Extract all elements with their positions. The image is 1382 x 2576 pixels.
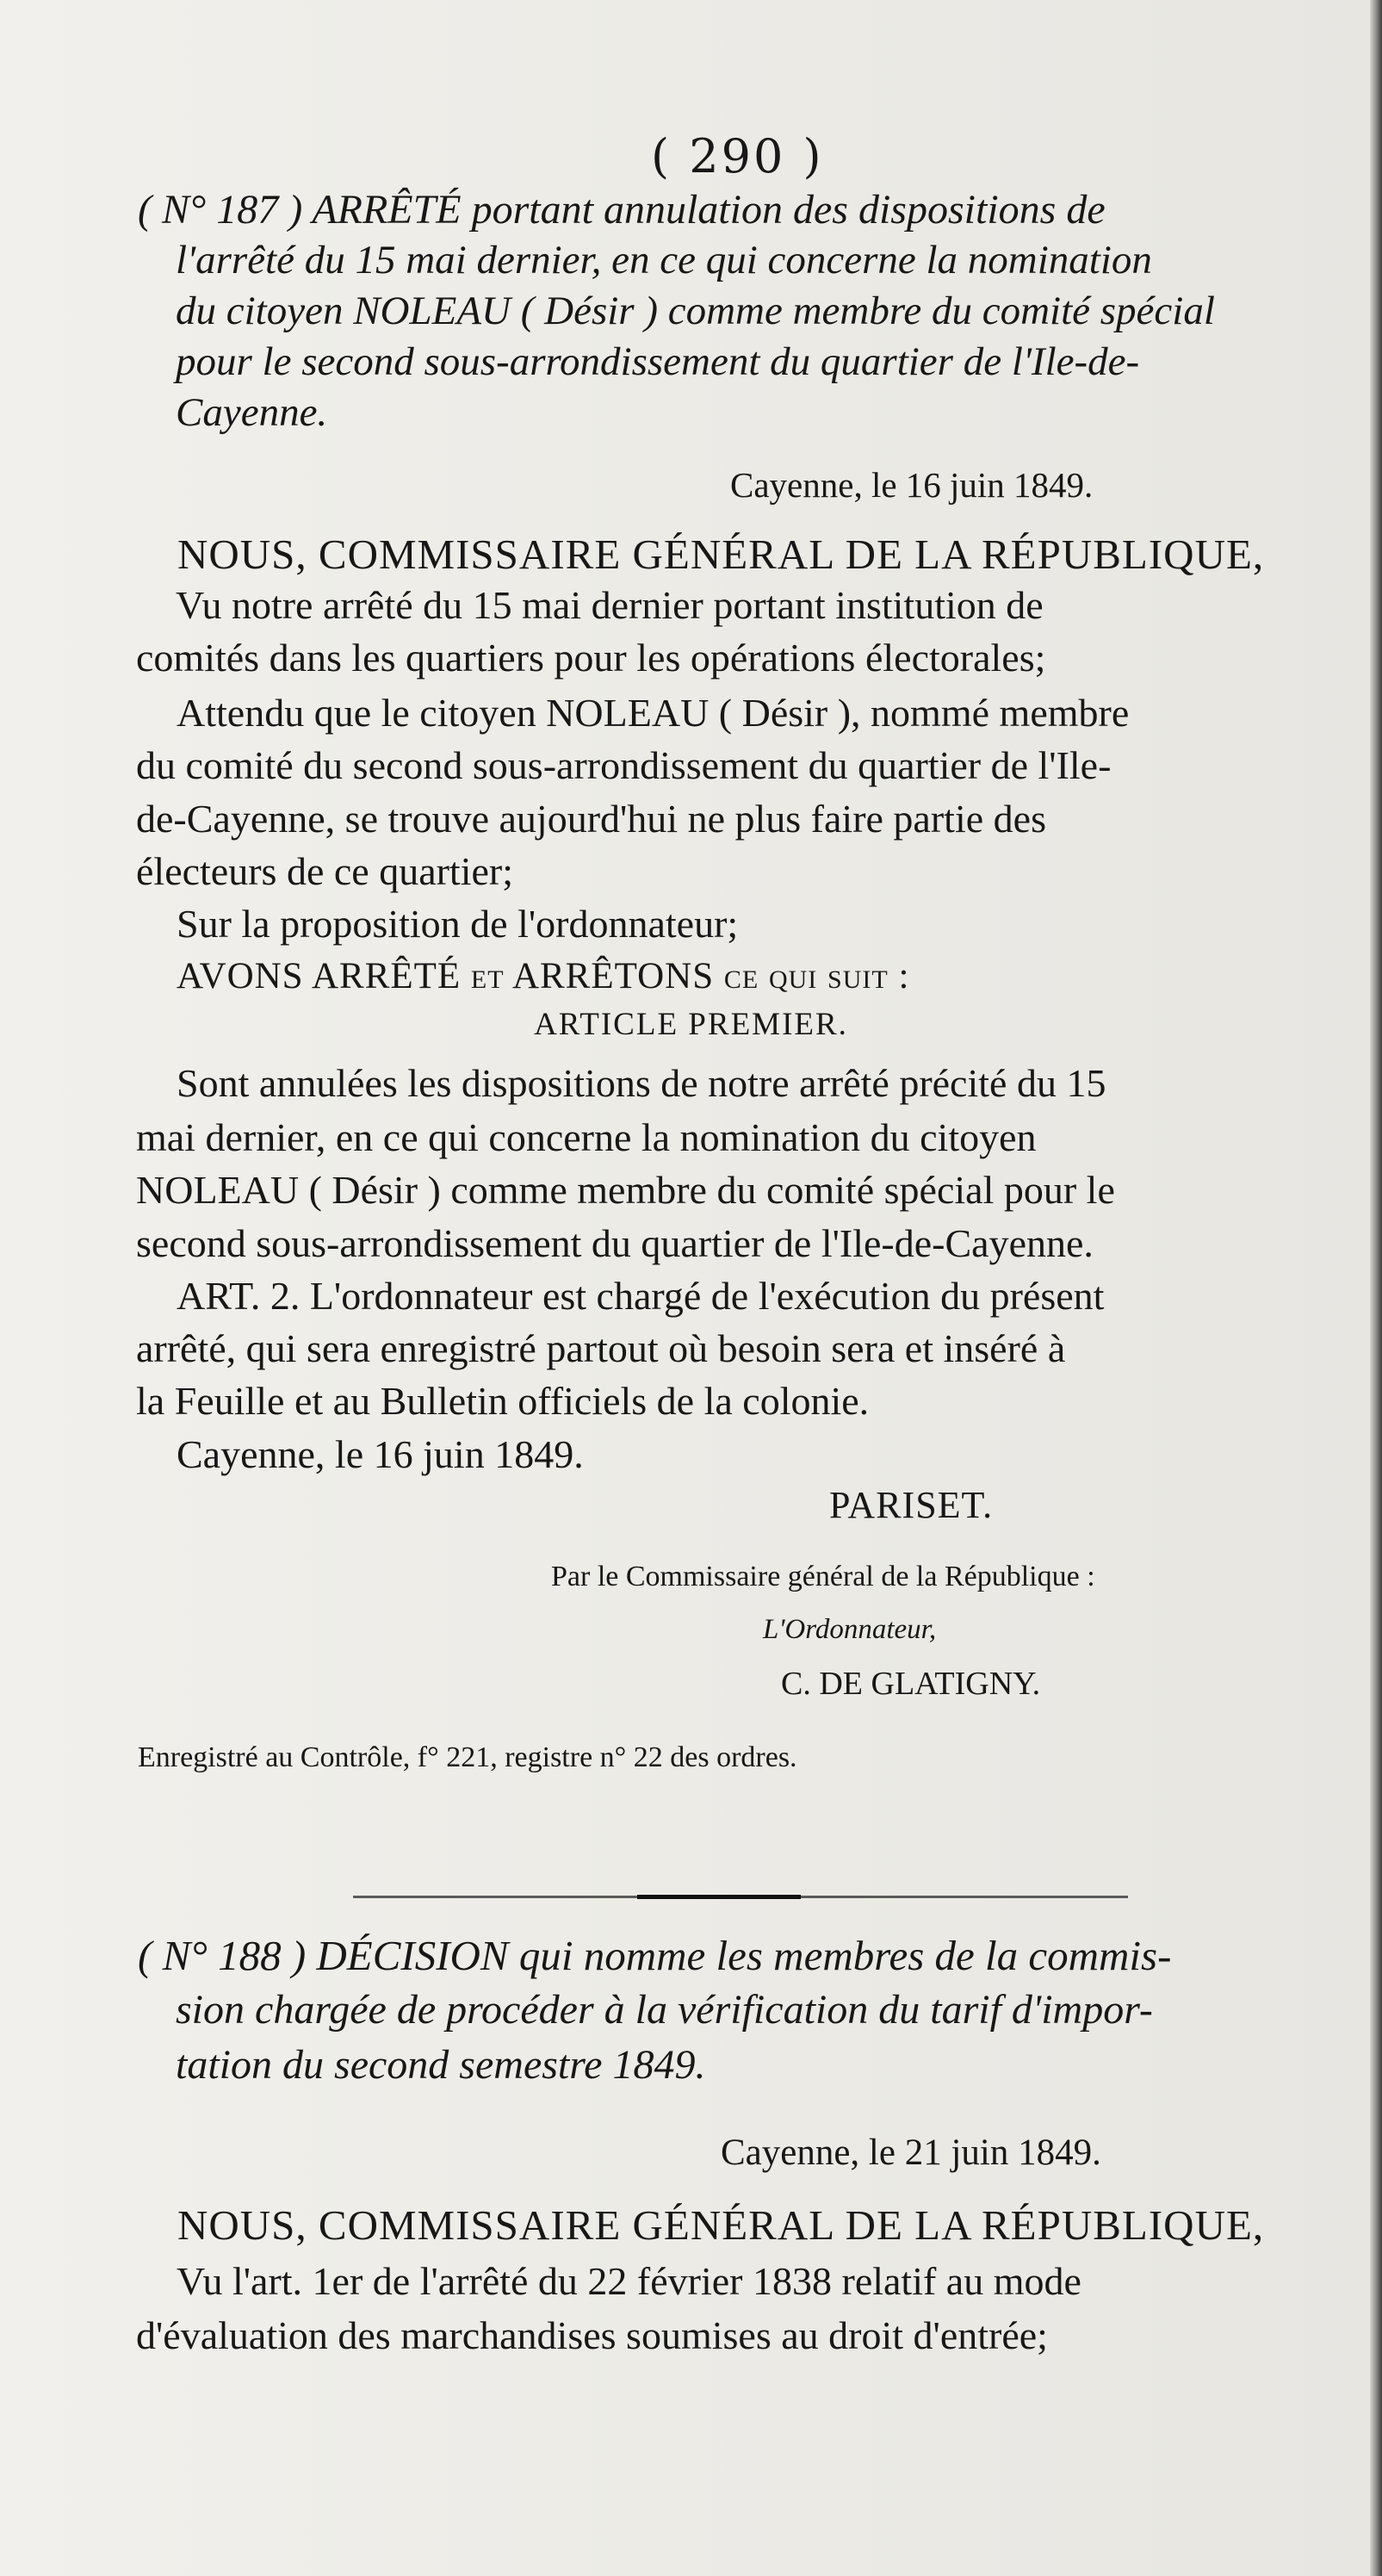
decree-187-body-line-3: comités dans les quartiers pour les opérations électorales; — [136, 636, 1046, 680]
decree-188-title-line-1: ( N° 188 ) DÉCISION qui nomme les membres de la commis- — [138, 1932, 1172, 1979]
decree-187-body-line-14: second sous-arrondissement du quartier de l'Ile-de-Cayenne. — [136, 1221, 1094, 1265]
decree-187-body-line-11: Sont annulées les dispositions de notre arrêté précité du 15 — [177, 1061, 1106, 1105]
decree-187-body-line-16: arrêté, qui sera enregistré partout où besoin sera et inséré à — [136, 1326, 1066, 1370]
official-signature: C. DE GLATIGNY. — [781, 1666, 1041, 1702]
decree-187-body-line-5: du comité du second sous-arrondissement du quartier de l'Ile- — [136, 743, 1112, 787]
decree-187-body-line-9: AVONS ARRÊTÉ et ARRÊTONS ce qui suit : — [177, 956, 910, 996]
decree-187-title-line-5: Cayenne. — [176, 390, 328, 435]
section-divider — [353, 1896, 1128, 1898]
decree-187-body-line-4: Attendu que le citoyen NOLEAU ( Désir ), nommé membre — [177, 691, 1130, 735]
decree-188-title-line-3: tation du second semestre 1849. — [176, 2042, 706, 2088]
decree-187-title-line-3: du citoyen NOLEAU ( Désir ) comme membre du comité spécial — [176, 289, 1215, 333]
page-binding-edge — [1370, 0, 1382, 2576]
decree-187-body-line-13: NOLEAU ( Désir ) comme membre du comité spécial pour le — [136, 1168, 1115, 1212]
decree-187-body-line-15: ART. 2. L'ordonnateur est chargé de l'exécution du présent — [177, 1274, 1105, 1318]
decree-187-body-line-8: Sur la proposition de l'ordonnateur; — [177, 902, 739, 946]
article-premier-heading: ARTICLE PREMIER. — [534, 1007, 848, 1042]
decree-187-body-line-6: de-Cayenne, se trouve aujourd'hui ne plus faire partie des — [136, 797, 1046, 841]
ordonnateur-title: L'Ordonnateur, — [763, 1614, 937, 1645]
decree-188-place-date: Cayenne, le 21 juin 1849. — [721, 2132, 1101, 2173]
registration-line: Enregistré au Contrôle, f° 221, registre n° 22 des ordres. — [138, 1741, 797, 1773]
decree-188-body-line-1: NOUS, COMMISSAIRE GÉNÉRAL DE LA RÉPUBLIQUE, — [177, 2201, 1265, 2249]
decree-187-body-line-1: NOUS, COMMISSAIRE GÉNÉRAL DE LA RÉPUBLIQUE, — [177, 531, 1265, 578]
decree-188-body-line-3: d'évaluation des marchandises soumises au droit d'entrée; — [136, 2313, 1048, 2357]
decree-188-body-line-2: Vu l'art. 1er de l'arrêté du 22 février 1838 relatif au mode — [177, 2259, 1081, 2303]
signature-pariset: PARISET. — [829, 1484, 994, 1526]
decree-187-body-line-2: Vu notre arrêté du 15 mai dernier portant institution de — [176, 583, 1044, 627]
decree-187-title-line-4: pour le second sous-arrondissement du quartier de l'Ile-de- — [176, 339, 1140, 384]
decree-187-body-line-17: la Feuille et au Bulletin officiels de la colonie. — [136, 1379, 870, 1423]
decree-187-title-line-2: l'arrêté du 15 mai dernier, en ce qui concerne la nomination — [176, 238, 1152, 282]
attestation-line: Par le Commissaire général de la République : — [551, 1561, 1095, 1592]
decree-188-title-line-2: sion chargée de procéder à la vérification du tarif d'impor- — [176, 1987, 1153, 2033]
decree-187-body-line-7: électeurs de ce quartier; — [136, 849, 514, 893]
decree-187-place-date: Cayenne, le 16 juin 1849. — [730, 465, 1094, 505]
page-number: ( 290 ) — [651, 129, 824, 183]
decree-187-body-line-12: mai dernier, en ce qui concerne la nomination du citoyen — [136, 1115, 1037, 1159]
decree-187-body-line-18: Cayenne, le 16 juin 1849. — [177, 1432, 584, 1476]
decree-187-title-line-1: ( N° 187 ) ARRÊTÉ portant annulation des dispositions de — [138, 187, 1106, 233]
